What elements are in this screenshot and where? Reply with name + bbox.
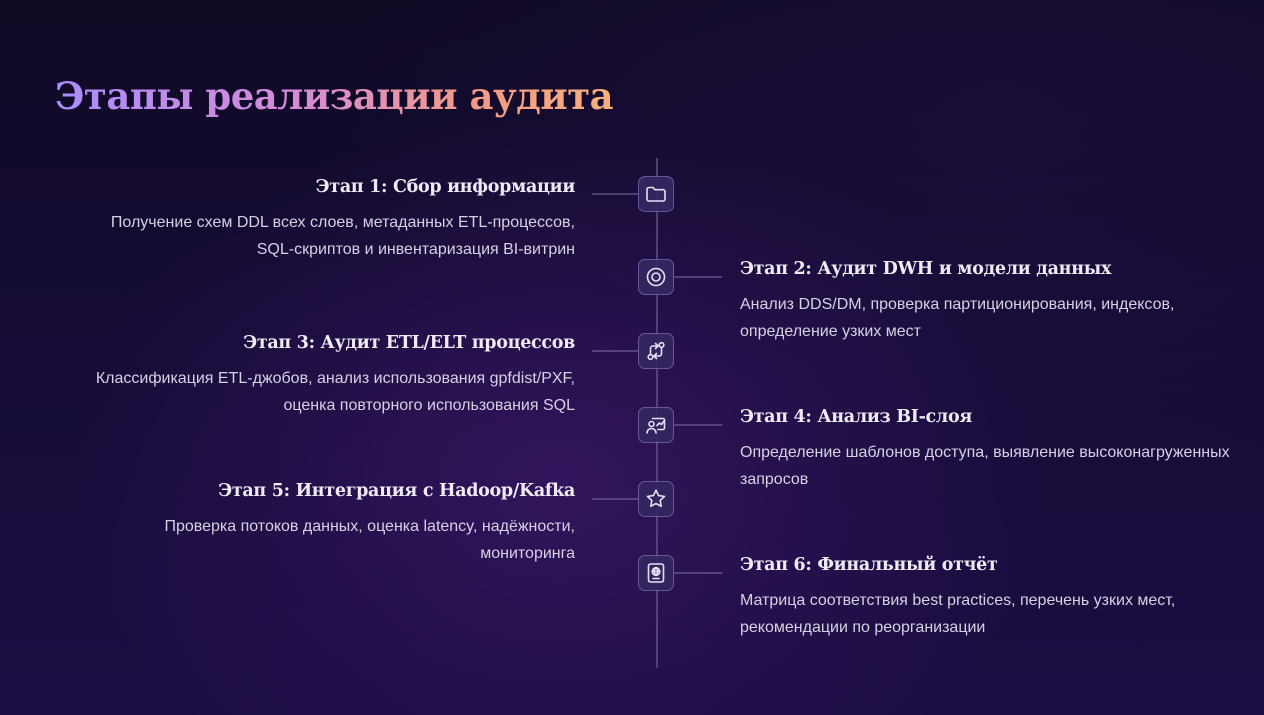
step-2 xyxy=(740,257,1260,345)
step-description-line: рекомендации по реорганизации xyxy=(740,619,986,636)
step-1 xyxy=(0,175,575,263)
step-description xyxy=(740,439,1260,493)
step-title: Этап 6: Финальный отчёт xyxy=(740,555,998,575)
step-description xyxy=(0,365,575,419)
step-description-line: запросов xyxy=(740,471,809,488)
step-description-line: Матрица соответствия best practices, перечень узких мест, xyxy=(740,592,1176,609)
connector-step-1 xyxy=(592,193,638,195)
git-compare-icon xyxy=(644,339,668,363)
step-title: Этап 3: Аудит ETL/ELT процессов xyxy=(243,333,575,353)
connector-step-2 xyxy=(674,276,722,278)
step-description xyxy=(0,209,575,263)
step-3 xyxy=(0,331,575,419)
connector-step-5 xyxy=(592,498,638,500)
step-description-line: мониторинга xyxy=(480,545,575,562)
step-title: Этап 1: Сбор информации xyxy=(315,177,575,197)
connector-step-6 xyxy=(674,572,722,574)
timeline-node-step-3 xyxy=(638,333,674,369)
step-5 xyxy=(0,479,575,567)
timeline-node-step-1 xyxy=(638,176,674,212)
step-4 xyxy=(740,405,1260,493)
step-title: Этап 5: Интеграция с Hadoop/Kafka xyxy=(218,481,575,501)
star-icon xyxy=(644,487,668,511)
step-description-line: Анализ DDS/DM, проверка партиционирования, индексов, xyxy=(740,296,1175,313)
page-title: Этапы реализации аудита xyxy=(55,68,613,124)
step-description-line: Получение схем DDL всех слоев, метаданных ETL-процессов, xyxy=(110,214,575,231)
connector-step-3 xyxy=(592,350,638,352)
target-icon xyxy=(644,265,668,289)
step-description-line: SQL-скриптов и инвентаризация BI-витрин xyxy=(256,241,575,258)
step-title: Этап 2: Аудит DWH и модели данных xyxy=(740,259,1112,279)
step-description-line: Определение шаблонов доступа, выявление высоконагруженных xyxy=(740,444,1230,461)
step-description-line: оценка повторного использования SQL xyxy=(283,397,575,414)
globe-passport-icon xyxy=(644,561,668,585)
step-6 xyxy=(740,553,1260,641)
timeline-node-step-5 xyxy=(638,481,674,517)
step-description-line: Проверка потоков данных, оценка latency, надёжности, xyxy=(164,518,575,535)
step-description-line: Классификация ETL-джобов, анализ использования gpfdist/PXF, xyxy=(95,370,575,387)
timeline-node-step-4 xyxy=(638,407,674,443)
connector-step-4 xyxy=(674,424,722,426)
folder-icon xyxy=(644,182,668,206)
presentation-user-icon xyxy=(644,413,668,437)
timeline-node-step-2 xyxy=(638,259,674,295)
step-description-line: определение узких мест xyxy=(740,323,922,340)
step-description xyxy=(740,587,1260,641)
step-title: Этап 4: Анализ BI-слоя xyxy=(740,407,972,427)
timeline-node-step-6 xyxy=(638,555,674,591)
step-description xyxy=(740,291,1260,345)
step-description xyxy=(0,513,575,567)
